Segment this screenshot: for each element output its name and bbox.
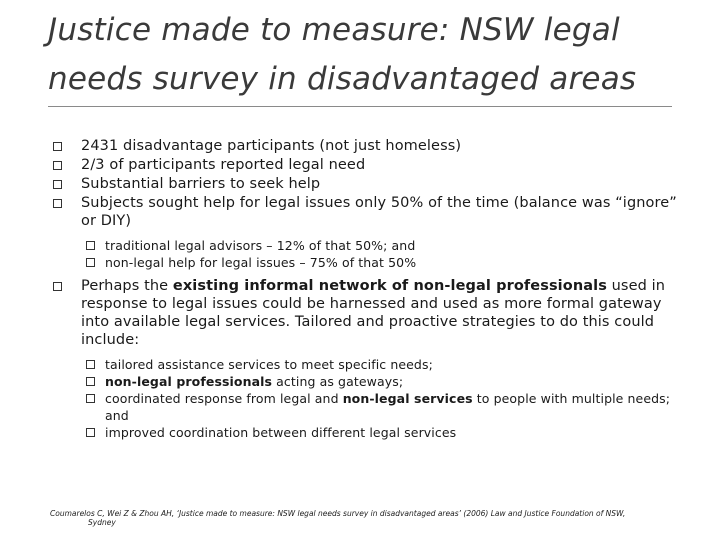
slide-title xyxy=(48,6,708,104)
sub-bullet-text: improved coordination between different legal services xyxy=(105,425,457,440)
sub-bullet-box-icon xyxy=(86,258,95,267)
bullet-text-suffix: used in response to legal issues could be harnessed and used as more formal gateway into available legal services. Tailored and proactive strategies to do this could include: xyxy=(81,278,666,348)
bullet-box-icon xyxy=(53,180,62,189)
title-divider xyxy=(48,106,672,107)
sub-bullet-item xyxy=(52,356,692,373)
bullet-box-icon xyxy=(53,282,62,291)
bullet-box-icon xyxy=(53,142,62,151)
bullet-list xyxy=(52,137,692,441)
citation-footer xyxy=(50,509,690,527)
bullet-item xyxy=(52,175,692,193)
sub-bullet-text: coordinated response from legal and xyxy=(105,391,343,406)
bullet-box-icon xyxy=(53,199,62,208)
sub-bullet-item xyxy=(52,424,692,441)
bullet-text: 2/3 of participants reported legal need xyxy=(81,157,366,173)
bullet-text-bold: existing informal network of non-legal professionals xyxy=(172,278,607,294)
title-line-2: needs survey in disadvantaged areas xyxy=(48,61,637,97)
sub-bullet-item xyxy=(52,390,692,424)
title-line-1: Justice made to measure: NSW legal xyxy=(48,12,620,48)
sub-bullet-text: tailored assistance services to meet specific needs; xyxy=(105,357,433,372)
bullet-text-prefix: Perhaps the xyxy=(81,278,173,294)
sub-bullet-text: traditional legal advisors – 12% of that 50%; and xyxy=(105,238,416,253)
sub-bullet-item xyxy=(52,373,692,390)
sub-bullet-box-icon xyxy=(86,428,95,437)
sub-bullet-bold: non-legal professionals xyxy=(105,374,273,389)
sub-bullet-text: non-legal help for legal issues – 75% of that 50% xyxy=(105,255,417,270)
bullet-item xyxy=(52,194,692,230)
sub-bullet-bold: non-legal services xyxy=(342,391,473,406)
bullet-text: 2431 disadvantage participants (not just homeless) xyxy=(81,138,462,154)
bullet-box-icon xyxy=(53,161,62,170)
bullet-item-strategies xyxy=(52,277,692,349)
sub-bullet-text: acting as gateways; xyxy=(272,374,404,389)
citation-line-1: Coumarelos C, Wei Z & Zhou AH, ‘Justice made to measure: NSW legal needs survey in disadvantaged areas’ (2006) Law and Justice Foundation of NSW, xyxy=(50,509,626,518)
bullet-text: Substantial barriers to seek help xyxy=(81,176,321,192)
sub-bullet-text-post: to people with multiple needs; and xyxy=(105,391,671,423)
sub-bullet-item xyxy=(52,254,692,271)
sub-bullet-box-icon xyxy=(86,241,95,250)
sub-bullet-box-icon xyxy=(86,394,95,403)
sub-bullet-box-icon xyxy=(86,377,95,386)
bullet-item xyxy=(52,156,692,174)
citation-line-2: Sydney xyxy=(88,518,116,527)
bullet-text: Subjects sought help for legal issues only 50% of the time (balance was “ignore” or DIY) xyxy=(81,195,677,229)
sub-bullet-item xyxy=(52,237,692,254)
sub-bullet-box-icon xyxy=(86,360,95,369)
bullet-item xyxy=(52,137,692,155)
